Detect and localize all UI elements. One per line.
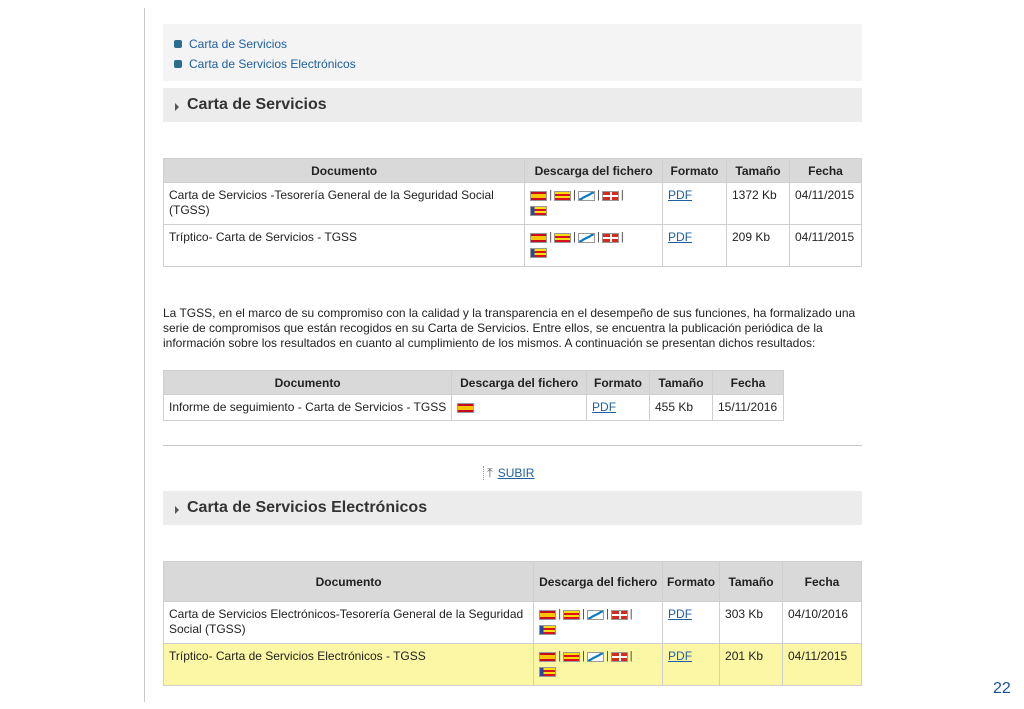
- valencia-flag-icon[interactable]: [530, 248, 547, 258]
- download-flags: | | | |: [534, 644, 663, 686]
- valencia-flag-icon[interactable]: [530, 206, 547, 216]
- left-divider: [144, 8, 145, 702]
- spain-flag-icon[interactable]: [539, 652, 556, 662]
- date-cell: 15/11/2016: [712, 395, 783, 421]
- download-flags: | | | |: [525, 225, 663, 267]
- section-header-carta-servicios: [163, 88, 862, 122]
- pdf-link[interactable]: PDF: [668, 188, 693, 202]
- quick-link-carta-servicios-electronicos[interactable]: Carta de Servicios Electrónicos: [189, 57, 356, 71]
- galicia-flag-icon[interactable]: [578, 233, 595, 243]
- spain-flag-icon[interactable]: [457, 403, 474, 413]
- quick-link-2[interactable]: [174, 54, 862, 74]
- size-cell: 1372 Kb: [727, 183, 790, 225]
- back-to-top[interactable]: [483, 466, 534, 480]
- documents-table-1: [163, 158, 862, 267]
- header-documento: Documento: [164, 159, 525, 183]
- quick-link-1[interactable]: [174, 34, 862, 54]
- subir-link[interactable]: SUBIR: [497, 466, 535, 480]
- format-cell: [663, 602, 720, 644]
- header-descarga: Descarga del fichero: [534, 562, 663, 602]
- header-fecha: Fecha: [783, 562, 862, 602]
- basque-flag-icon[interactable]: [602, 233, 619, 243]
- table-row: [164, 395, 784, 421]
- galicia-flag-icon[interactable]: [587, 652, 604, 662]
- doc-name: Carta de Servicios Electrónicos-Tesorería General de la Seguridad Social (TGSS): [164, 602, 534, 644]
- size-cell: 303 Kb: [720, 602, 783, 644]
- size-cell: 455 Kb: [650, 395, 713, 421]
- date-cell: 04/11/2015: [789, 225, 861, 267]
- download-flags: | | | |: [525, 183, 663, 225]
- pdf-link[interactable]: PDF: [592, 400, 617, 414]
- header-tamano: Tamaño: [650, 371, 713, 395]
- doc-name: Informe de seguimiento - Carta de Servicios - TGSS: [164, 395, 452, 421]
- arrow-up-icon: ⤒: [483, 466, 493, 480]
- format-cell: [663, 183, 727, 225]
- date-cell: 04/11/2015: [783, 644, 862, 686]
- doc-name: Tríptico- Carta de Servicios - TGSS: [164, 225, 525, 267]
- header-formato: Formato: [663, 159, 727, 183]
- format-cell: [663, 644, 720, 686]
- spain-flag-icon[interactable]: [539, 610, 556, 620]
- table-header-row: [164, 562, 862, 602]
- table-row: [164, 183, 862, 225]
- quick-links-box: [163, 24, 862, 81]
- pdf-link[interactable]: PDF: [668, 230, 693, 244]
- table-row-highlighted: [164, 644, 862, 686]
- header-documento: Documento: [164, 562, 534, 602]
- pdf-link[interactable]: PDF: [668, 649, 693, 663]
- table-header-row: [164, 159, 862, 183]
- doc-name: Carta de Servicios -Tesorería General de la Seguridad Social (TGSS): [164, 183, 525, 225]
- header-fecha: Fecha: [712, 371, 783, 395]
- table-header-row: [164, 371, 784, 395]
- table-row: [164, 602, 862, 644]
- header-formato: Formato: [587, 371, 650, 395]
- size-cell: 209 Kb: [727, 225, 790, 267]
- catalonia-flag-icon[interactable]: [563, 610, 580, 620]
- header-fecha: Fecha: [789, 159, 861, 183]
- catalonia-flag-icon[interactable]: [554, 191, 571, 201]
- doc-name: Tríptico- Carta de Servicios Electrónicos - TGSS: [164, 644, 534, 686]
- date-cell: 04/11/2015: [789, 183, 861, 225]
- spain-flag-icon[interactable]: [530, 191, 547, 201]
- section-divider: [163, 445, 862, 446]
- pdf-link[interactable]: PDF: [668, 607, 693, 621]
- section-title: Carta de Servicios Electrónicos: [187, 499, 428, 516]
- documents-table-2: [163, 370, 784, 421]
- header-descarga: Descarga del fichero: [452, 371, 587, 395]
- basque-flag-icon[interactable]: [611, 652, 628, 662]
- quick-link-carta-servicios[interactable]: Carta de Servicios: [189, 37, 288, 51]
- header-documento: Documento: [164, 371, 452, 395]
- valencia-flag-icon[interactable]: [539, 667, 556, 677]
- download-flags: [452, 395, 587, 421]
- table-row: [164, 225, 862, 267]
- basque-flag-icon[interactable]: [611, 610, 628, 620]
- download-flags: | | | |: [534, 602, 663, 644]
- galicia-flag-icon[interactable]: [587, 610, 604, 620]
- bullet-icon: [174, 60, 182, 68]
- documents-table-3: [163, 561, 862, 686]
- basque-flag-icon[interactable]: [602, 191, 619, 201]
- intro-paragraph: La TGSS, en el marco de su compromiso con la calidad y la transparencia en el desempeño de sus funciones, ha formalizado una serie de compromisos que están recogidos en su Carta de Servicios. Entre ellos, se encuentra la publicación periódica de la información sobre los resultados en cuanto al cumplimiento de los mismos. A continuación se presentan dichos resultados:: [163, 306, 856, 350]
- catalonia-flag-icon[interactable]: [563, 652, 580, 662]
- format-cell: [587, 395, 650, 421]
- catalonia-flag-icon[interactable]: [554, 233, 571, 243]
- bullet-icon: [174, 40, 182, 48]
- format-cell: [663, 225, 727, 267]
- date-cell: 04/10/2016: [783, 602, 862, 644]
- caret-right-icon: [175, 506, 179, 514]
- valencia-flag-icon[interactable]: [539, 625, 556, 635]
- spain-flag-icon[interactable]: [530, 233, 547, 243]
- header-formato: Formato: [663, 562, 720, 602]
- header-descarga: Descarga del fichero: [525, 159, 663, 183]
- galicia-flag-icon[interactable]: [578, 191, 595, 201]
- header-tamano: Tamaño: [720, 562, 783, 602]
- header-tamano: Tamaño: [727, 159, 790, 183]
- caret-right-icon: [175, 103, 179, 111]
- page-number: 22: [993, 680, 1011, 697]
- section-header-carta-servicios-electronicos: [163, 491, 862, 525]
- size-cell: 201 Kb: [720, 644, 783, 686]
- section-title: Carta de Servicios: [187, 96, 327, 113]
